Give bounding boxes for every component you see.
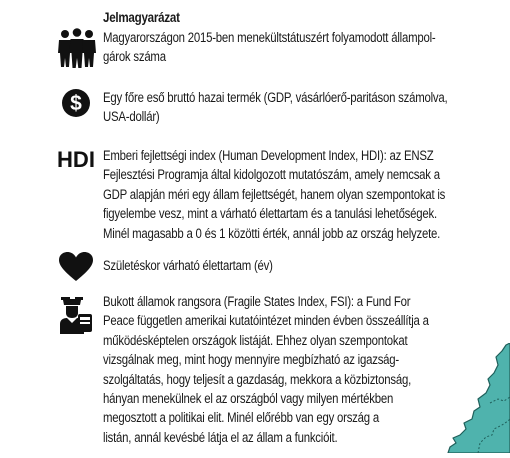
hdi-text-icon (57, 146, 97, 177)
legend-entry-line: Fejlesztési Programja által kidolgozott mutatószám, amely nemcsak a (103, 167, 440, 183)
legend-title: Jelmagyarázat (103, 10, 180, 25)
legend-entry-line: megosztott a politikai elit. Minél előrébb van egy ország a (103, 410, 379, 426)
legend-entry-line: Peace független amerikai kutatóintézet minden évben összeállítja a (103, 313, 429, 329)
hdi-icon-text: HDI (57, 147, 95, 172)
legend-entry-line: hányan menekülnek el az országból vagy milyen mértékben (103, 391, 394, 407)
legend-entry-line: GDP alapján méri egy állam fejlettségét, hanem olyan szempontokat is (103, 186, 446, 202)
legend-entry-line: Minél magasabb a 0 és 1 közötti érték, annál jobb az ország helyzete. (103, 225, 441, 241)
legend-entry-life-expectancy (103, 256, 494, 275)
legend-entry-line: Magyarországon 2015-ben menekültstátuszért folyamodott állampol- (103, 30, 436, 45)
legend-entry-refugees (103, 28, 494, 67)
legend-entry-line: Emberi fejlettségi index (Human Development Index, HDI): az ENSZ (103, 148, 434, 163)
legend-entry-line: szolgáltatás, hogy teljesít a gazdaság, mekkora a közbiztonság, (103, 371, 412, 387)
legend-entry-line: Egy főre eső bruttó hazai termék (GDP, vásárlóerő-paritáson számolva, (103, 90, 448, 105)
people-group-icon (58, 28, 96, 73)
legend-entry-line: figyelembe vesz, mint a várható élettartam és a tanulási lehetőségek. (103, 206, 437, 222)
heart-icon (59, 252, 93, 287)
legend-entry-gdp (103, 88, 494, 127)
legend-entry-line: gárok száma (103, 49, 166, 65)
svg-text:$: $ (70, 92, 82, 115)
legend-entry-line: működésképtelen országok listáját. Ehhez olyan szempontokat (103, 332, 408, 348)
legend-entry-line: Születéskor várható élettartam (év) (103, 258, 273, 273)
legend-entry-line: Bukott államok rangsora (Fragile States Index, FSI): a Fund For (103, 294, 411, 309)
legend-entry-line: listán, annál kevésbé látja el az állam a funkcióit. (103, 429, 338, 445)
map-fragment (420, 343, 510, 458)
police-officer-icon (58, 294, 94, 339)
legend-entry-hdi (103, 146, 494, 243)
legend-entry-line: USA-dollár) (103, 109, 160, 125)
dollar-coin-icon (61, 88, 91, 123)
legend-entry-line: vizsgálnak meg, mint hogy mennyire megbízható az igazság- (103, 352, 399, 368)
